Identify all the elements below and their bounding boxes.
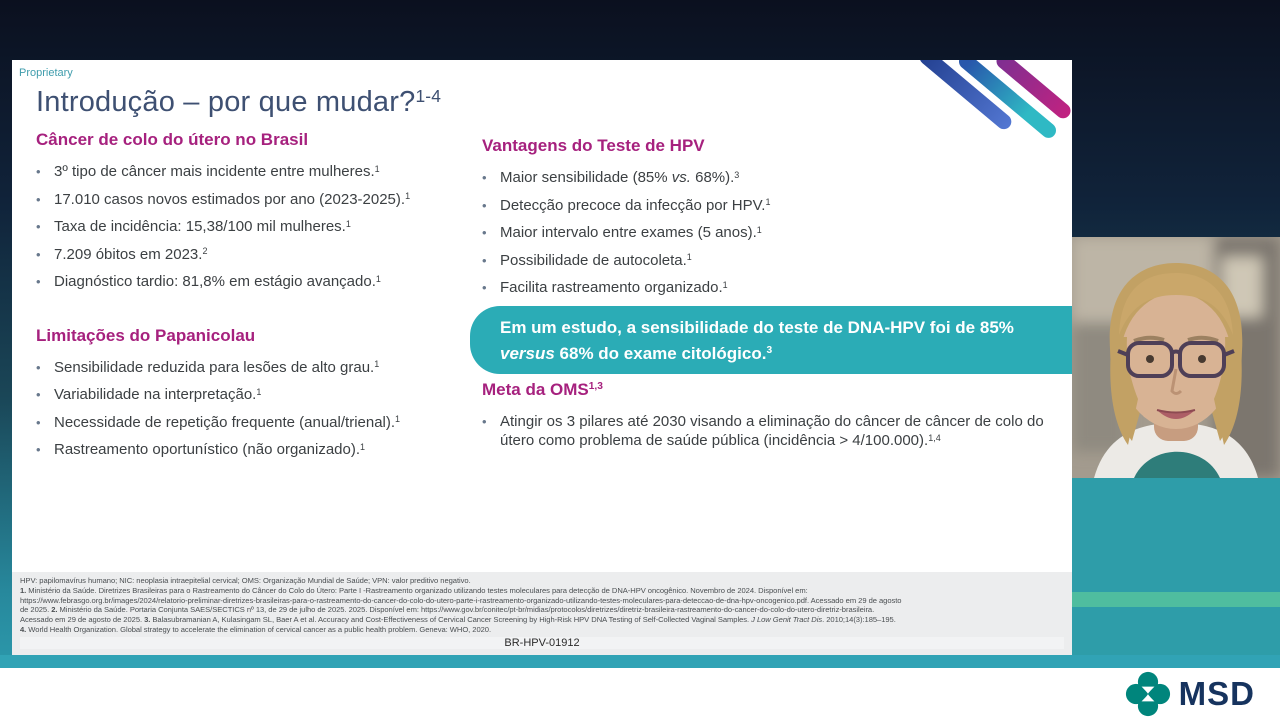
list-item: • 3º tipo de câncer mais incidente entre mulheres.$^1$ [36,162,478,184]
bullet-icon [36,440,54,462]
bullet-icon [482,412,500,453]
bullet-icon [36,162,54,184]
bullet-icon [36,217,54,239]
list-item: • Variabilidade na interpretação.$^1$ [36,385,478,407]
footnote-line: de 2025. 2. Ministério da Saúde. Portaria Conjunta SAES/SECTICS nº 13, de 29 de julho de 2025. 2025. Disponível em: https://www.gov.br/conitec/pt-br/midias/protocolos/diretrizes/diretriz-brasileira-rastreamento-do-cancer-do-colo-do-utero-diretriz-brasileira. [20,605,875,615]
bullet-icon [36,272,54,294]
bullet-icon [36,413,54,435]
slide-code: BR-HPV-01912 [20,637,1064,649]
list-item: • Atingir os 3 pilares até 2030 visando a eliminação do câncer de câncer de colo do útero como problema de saúde pública (incidência > 4/100.000).$^{1,4}$ [482,412,1072,453]
list-item: • Diagnóstico tardio: 81,8% em estágio avançado.$^1$ [36,272,478,294]
sidebar-teal-panel [1072,478,1280,655]
msd-logo [1125,671,1255,717]
footnote-line: https://www.febrasgo.org.br/images/2024/relatorio-preliminar-diretrizes-brasileiras-para-o-rastreamento-do-cancer-do-colo-do-utero-parte-i-rastreamento-organizado-utilizando-testes-moleculares-para-deteccao-de-dna-hpv-oncogenico.pdf. Acessado em 29 de agosto [20,595,902,605]
presentation-slide [12,60,1072,655]
footnote-line: 1. Ministério da Saúde. Diretrizes Brasileiras para o Rastreamento do Câncer do Colo do Útero: Parte I -Rastreamento organizado utilizando testes moleculares para detecção de DNA-HPV oncogênico. Novembro de 2024. Disponível em: [20,585,808,595]
msd-logo-icon [1125,671,1171,717]
list-item: • Facilita rastreamento organizado.$^1$ [482,278,1072,300]
mint-accent-stripe [1072,592,1280,607]
footnote-line: HPV: papilomavírus humano; NIC: neoplasia intraepitelial cervical; OMS: Organização Mundial de Saúde; VPN: valor preditivo negativo. [20,576,471,585]
highlight-callout: Em um estudo, a sensibilidade do teste de DNA-HPV foi de 85% versus 68% do exame citológico.$^3$ [470,306,1072,374]
list-item: • Sensibilidade reduzida para lesões de alto grau.$^1$ [36,358,478,380]
list-item: • Maior intervalo entre exames (5 anos).$^1$ [482,223,1072,245]
list-item: • Necessidade de repetição frequente (anual/trienal).$^1$ [36,413,478,435]
bullet-icon [482,168,500,190]
section-heading-cancer-brasil: Câncer de colo do útero no Brasil [36,130,309,149]
bullet-icon [36,358,54,380]
list-item: • Maior sensibilidade (85% vs. 68%).$^3$ [482,168,1072,190]
list-item: • Taxa de incidência: 15,38/100 mil mulheres.$^1$ [36,217,478,239]
list-item: • 17.010 casos novos estimados por ano (2023-2025).$^1$ [36,190,478,212]
bullet-icon [482,251,500,273]
bullet-icon [482,278,500,300]
slide-title: Introdução – por que mudar?$^{1-4}$ [36,86,442,118]
bottom-logo-band [0,668,1280,720]
right-column [482,130,1072,459]
msd-logo-text: MSD [1178,675,1255,712]
list-item: • Detecção precoce da infecção por HPV.$^1$ [482,196,1072,218]
list-item: • 7.209 óbitos em 2023.$^2$ [36,245,478,267]
proprietary-label: Proprietary [19,67,73,79]
bottom-teal-stripe [0,655,1280,668]
presenter-portrait [1072,237,1280,478]
presenter-webcam-video [1072,237,1280,478]
bullet-icon [482,196,500,218]
bullet-icon [36,245,54,267]
bullet-icon [36,385,54,407]
bullet-icon [36,190,54,212]
list-item: • Rastreamento oportunístico (não organizado).$^1$ [36,440,478,462]
footnote-line: 4. World Health Organization. Global strategy to accelerate the elimination of cervical cancer as a public health problem. Geneva: WHO, 2020. [20,624,492,634]
left-column [36,130,478,468]
section-heading-vantagens-hpv: Vantagens do Teste de HPV [482,136,705,155]
footnote-line: Acessado em 29 de agosto de 2025. 3. Balasubramanian A, Kulasingam SL, Baer A et al. Accuracy and Cost-Effectiveness of Cervical Cancer Screening by High-Risk HPV DNA Testing of Self-Collected Vaginal Samples. J Low Genit Tract Dis. 2010;14(3):185–195. [20,615,896,625]
list-item: • Possibilidade de autocoleta.$^1$ [482,251,1072,273]
title-reference-superscript: 1-4 [415,86,442,107]
section-heading-limitacoes-papanicolau: Limitações do Papanicolau [36,325,256,345]
bullet-icon [482,223,500,245]
footnote-area [12,572,1072,655]
footnotes [20,576,1064,635]
section-heading-meta-oms: Meta da OMS$^{1,3}$ [482,379,603,399]
